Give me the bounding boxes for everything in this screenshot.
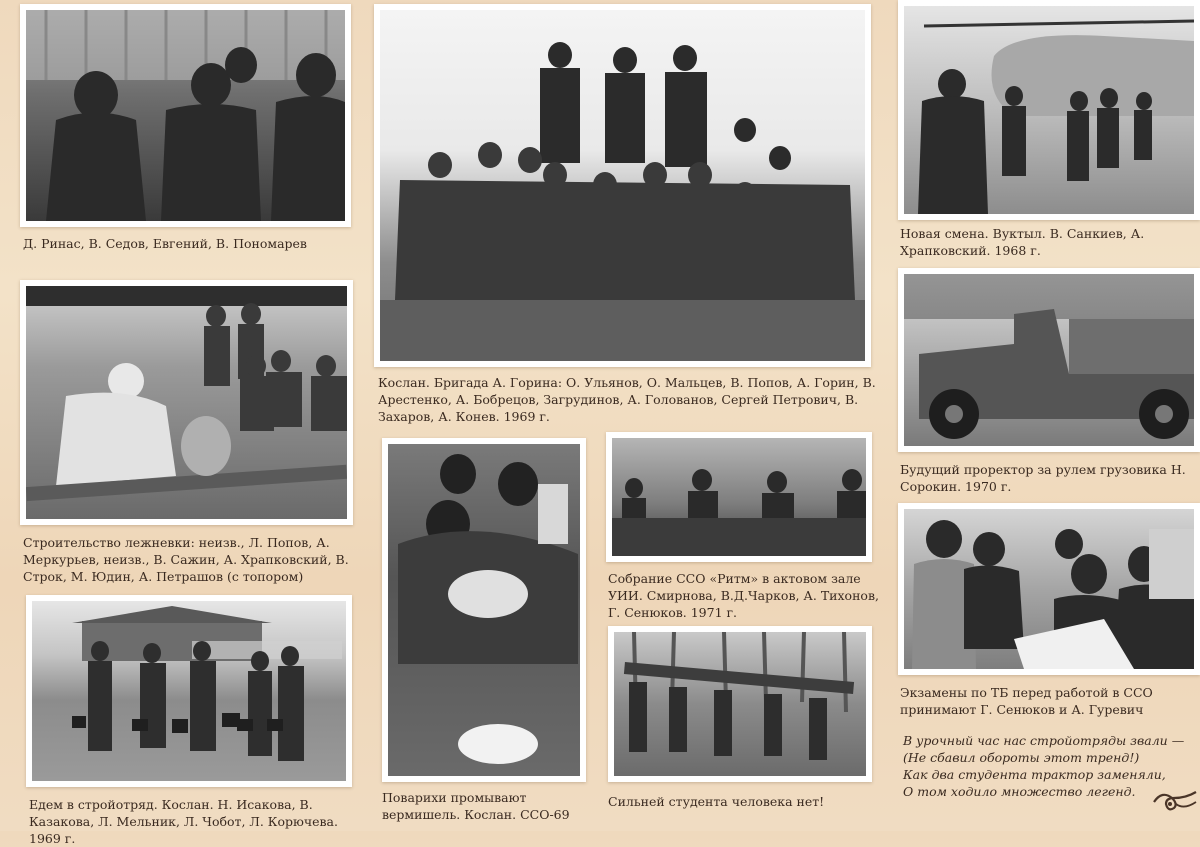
flourish-ornament-icon	[1152, 788, 1198, 812]
caption-log-carrying: Сильней студента человека нет!	[608, 794, 825, 809]
caption-road-construction: Строительство лежневки: неизв., Л. Попов, А. Меркурьев, неизв., В. Сажин, А. Храпковский, В. Строк, М. Юдин, А. Петрашов (с топором)	[23, 535, 349, 584]
photo-truck	[898, 268, 1200, 452]
caption-brigade-group: Кослан. Бригада А. Горина: О. Ульянов, О. Мальцев, В. Попов, А. Горин, В. Арестенко, А. Бобрецов, Загрудинов, А. Голованов, Сергей Петрович, В. Захаров, А. Конев. 1969 г.	[378, 375, 876, 424]
photo-safety-exam	[898, 503, 1200, 675]
caption-safety-exam: Экзамены по ТБ перед работой в ССО принимают Г. Сенюков и А. Гуревич	[900, 685, 1153, 717]
poem-line-1: В урочный час нас стройотряды звали —	[903, 733, 1185, 748]
caption-helicopter: Новая смена. Вуктыл. В. Санкиев, А. Храпковский. 1968 г.	[900, 226, 1145, 258]
photo-brigade-group	[374, 4, 871, 367]
caption-cooks: Поварихи промывают вермишель. Кослан. ССО-69	[382, 790, 570, 822]
caption-truck: Будущий проректор за рулем грузовика Н. Сорокин. 1970 г.	[900, 462, 1186, 494]
caption-men-by-fence: Д. Ринас, В. Седов, Евгений, В. Пономарев	[23, 236, 307, 251]
poem-line-4: О том ходило множество легенд.	[903, 784, 1136, 799]
photo-road-construction	[20, 280, 353, 525]
photo-log-carrying	[608, 626, 872, 782]
poem-line-2: (Не сбавил обороты этот тренд!)	[903, 750, 1140, 765]
photo-meeting	[606, 432, 872, 562]
photo-cooks	[382, 438, 586, 782]
photo-helicopter	[898, 0, 1200, 220]
photo-girls-departing	[26, 595, 352, 787]
caption-meeting: Собрание ССО «Ритм» в актовом зале УИИ. Смирнова, В.Д.Чарков, А. Тихонов, Г. Сенюков. 1971 г.	[608, 571, 879, 620]
photo-men-by-fence	[20, 4, 351, 227]
poem-line-3: Как два студента трактор заменяли,	[903, 767, 1166, 782]
caption-girls-departing: Едем в стройотряд. Кослан. Н. Исакова, В. Казакова, Л. Мельник, Л. Чобот, Л. Корючева. 1969 г.	[29, 797, 338, 846]
